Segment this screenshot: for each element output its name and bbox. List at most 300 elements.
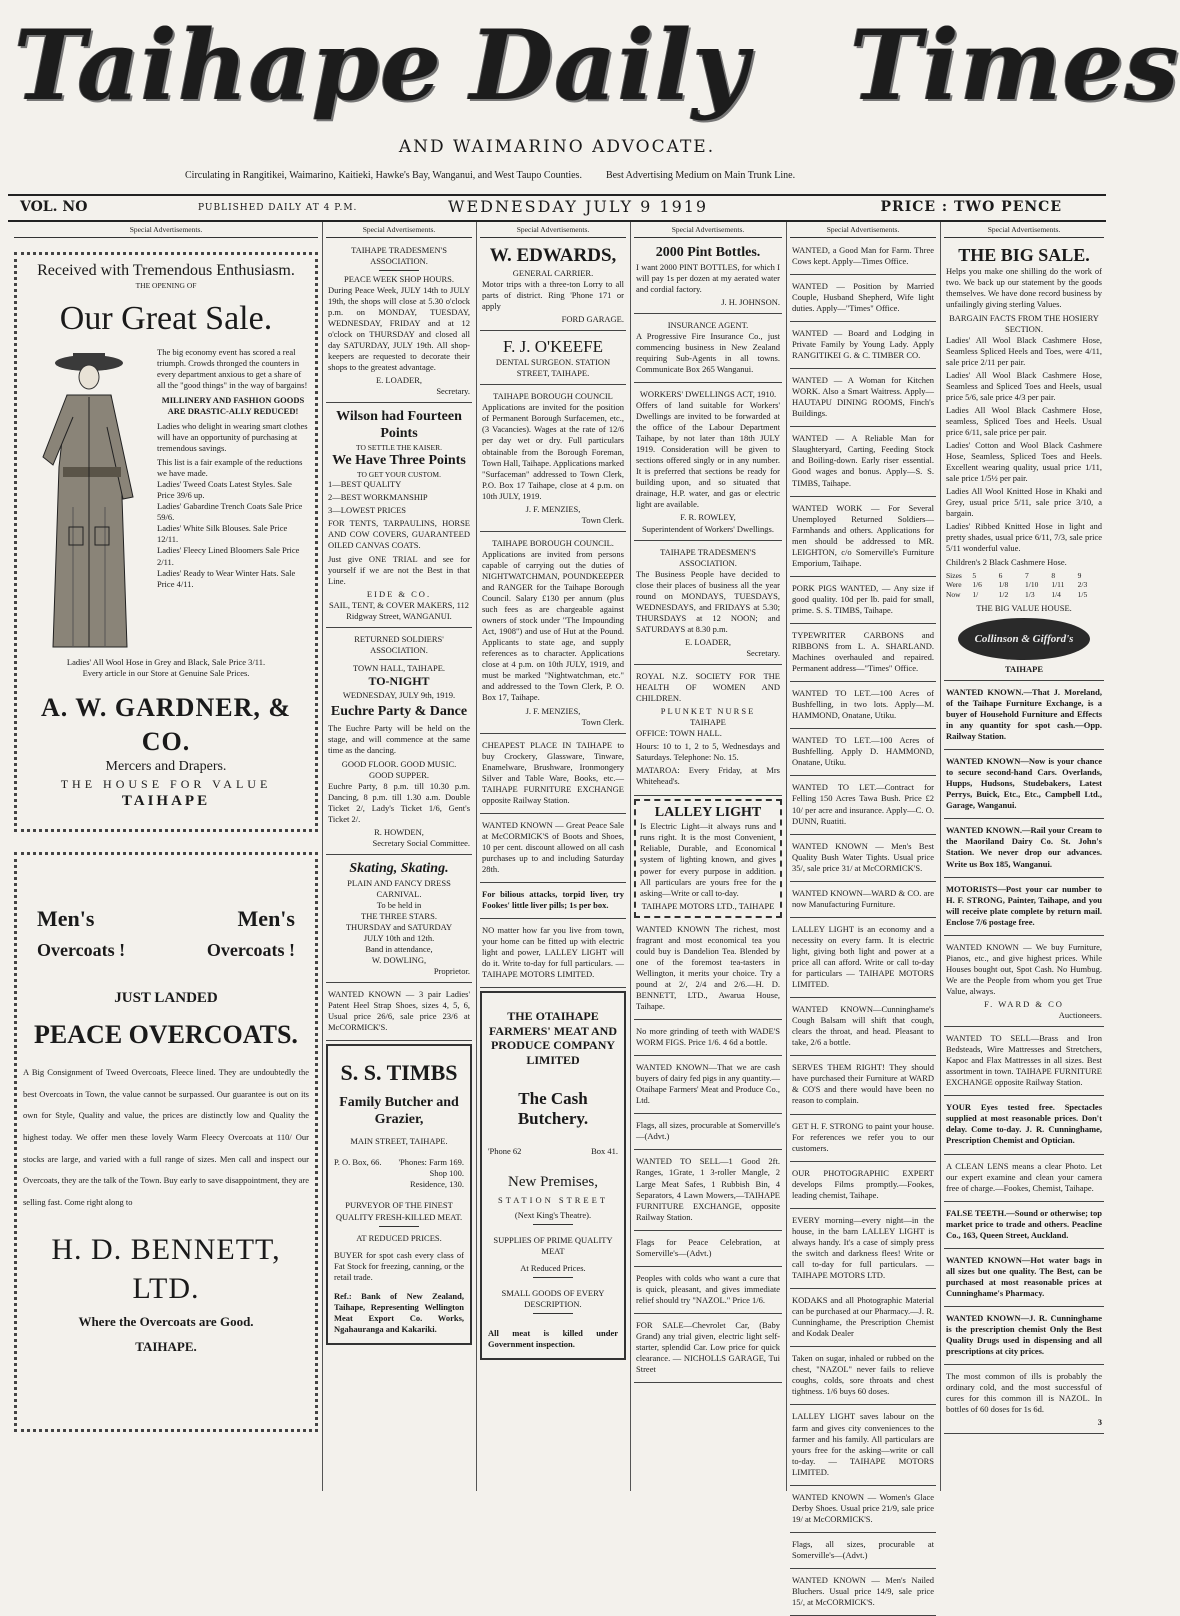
table-cell: 1/6	[972, 580, 982, 590]
classified-ad	[944, 822, 1104, 877]
contact-line	[488, 1146, 618, 1157]
company-name: THE OTAIHAPE FARMERS' MEAT AND PRODUCE COMPANY LIMITED	[488, 1009, 617, 1067]
ad-body: LALLEY LIGHT is an economy and a necessity on every farm. It is electric light, giving both light and power at a price all can afford. Write or call to-day for particulars — TAIHAPE MOTORS LIMITED.	[792, 923, 934, 990]
ad-body: CHEAPEST PLACE IN TAIHAPE to buy Crockery, Glassware, Tinware, Enamelware, Brushware, Ironmongery Silver and Table Ware, Books, etc.—TAIHAPE FURNITURE EXCHANGE opposite Railway Station.	[482, 739, 624, 805]
ad-body: WANTED, a Good Man for Farm. Three Cows kept. Apply—Times Office.	[792, 244, 934, 266]
masthead	[0, 0, 1180, 135]
column-6	[944, 225, 1104, 1490]
column-divider	[630, 222, 631, 1491]
classified-ad	[790, 1059, 936, 1114]
column-divider	[940, 222, 941, 1491]
classified-ad	[790, 500, 936, 577]
ad-body: Flags for Peace Celebration, at Somerville's—(Advt.)	[636, 1236, 780, 1258]
table-cell: 6	[998, 570, 1003, 580]
ad-subheading: PEACE WEEK SHOP HOURS.	[343, 273, 455, 284]
ad-body: No more grinding of teeth with WADE'S WORM FIGS. Price 1/6. 4 6d a bottle.	[636, 1026, 780, 1048]
classified-ad	[790, 278, 936, 322]
top-rule	[8, 194, 1106, 196]
flags-ad	[634, 1117, 782, 1150]
ad-body: WANTED KNOWN.—That J. Moreland, of the Taihape Furniture Exchange, is a buyer of Household Furniture and Effects in any quantity for spot cash.—Opp. Railway Station.	[946, 686, 1102, 742]
bottles-ad	[634, 242, 782, 314]
ad-signatory: R. HOWDEN,	[374, 826, 424, 837]
classified-ad	[790, 580, 936, 624]
price-table	[946, 571, 1102, 600]
ad-body: Euchre Party, 8 p.m. till 10.30 p.m. Dancing, 8 p.m. till 1.30 a.m. Double Ticket 2/, Lady's Ticket 1/6, Gent's Ticket 2/.	[328, 780, 470, 824]
ad-body: WANTED KNOWN—J. R. Cunninghame is the prescription chemist Only the Best Quality Drugs used in dispensing and all prescriptions at city prices.	[946, 1312, 1102, 1357]
ad-line: THE BIG VALUE HOUSE.	[976, 602, 1072, 613]
ad-signatory: E. LOADER,	[375, 375, 423, 386]
overcoats-body: A Big Consignment of Tweed Overcoats, Fleece lined. They are undoubtedly the best Overcoats in Town, the value cannot be surpassed. Our guarantee is out on its own for Style, Quality and value, the prices are distinctly low and Quality the highest today. We offer men these lovely Warm Fleecy Overcoats at 110/ Our stocks are large, and varied with a full range of sizes. Men call and inspect our Overcoats, they are the talk of the Town. Buy early to save disappointment, they are selling fast. Come right along to	[23, 1067, 309, 1208]
table-cell: Now	[946, 590, 961, 600]
column-divider	[322, 222, 323, 1491]
ad-body: WANTED TO LET.—100 Acres of Bushfelling, in two lots. Apply—M. HAMMOND, Onatane, Utiku.	[792, 688, 934, 721]
borough-ad-1	[480, 388, 626, 532]
column-4	[634, 225, 782, 1490]
ad-body: WANTED KNOWN—Now is your chance to secure second-hand Cars. Overlands, Hupps, Hudsons, Studebakers, Latest Perrys, Buick, Etc., Etc., Campbell Ltd., Garage, Wanganui.	[946, 756, 1102, 811]
circulation-text: Circulating in Rangitikei, Waimarino, Kaitieki, Hawke's Bay, Wanganui, and West Taupo Counties.	[185, 170, 582, 181]
ad-body: MATAROA: Every Friday, at Mrs Whitehead's.	[636, 765, 780, 787]
ad-role: Secretary.	[746, 648, 780, 658]
classified-ad	[790, 627, 936, 682]
classified-ad	[790, 1489, 936, 1533]
sale-para-3: This list is a fair example of the reductions we have made.	[157, 457, 303, 479]
ad-body: BUYER for spot cash every class of Fat Stock for freezing, canning, or the retail trade.	[334, 1249, 464, 1282]
overcoats-word: Overcoats !	[206, 940, 295, 961]
table-cell: 5	[972, 570, 977, 580]
ad-body: Motor trips with a three-ton Lorry to all parts of district. Ring 'Phone 171 or apply	[482, 278, 624, 311]
bar-rule	[8, 220, 1106, 222]
classified-ad	[944, 1158, 1104, 1202]
wanted-sell-ad	[634, 1153, 782, 1230]
table-cell: 1/3	[1025, 590, 1035, 600]
classified-ad	[790, 430, 936, 496]
hose-item: Ladies' Ribbed Knitted Hose in light and pretty shades, usual price 6/11, 7/3, sale price 5/11 wonderful value.	[946, 521, 1102, 554]
ad-body: A Progressive Fire Insurance Co., just commencing business in New Zealand requiring Sub-Agents in all towns. Communicate Box 265 Wanganui.	[636, 330, 780, 374]
classified-ad	[790, 1001, 936, 1056]
timbs-contact	[334, 1157, 464, 1190]
table-cell: Sizes	[946, 570, 962, 580]
masthead-word-daily: Daily	[470, 9, 750, 122]
ad-heading: TAIHAPE BOROUGH COUNCIL	[493, 391, 613, 402]
sale-item: Every article in our Store at Genuine Sale Prices.	[82, 667, 250, 678]
classified-ad	[944, 684, 1104, 750]
ad-line: THURSDAY and SATURDAY	[345, 921, 453, 932]
ad-role: Secretary.	[436, 386, 470, 397]
pigs-ad	[634, 1059, 782, 1114]
masthead-word-taihape: Taihape	[14, 9, 443, 122]
overcoats-word: Overcoats !	[37, 940, 126, 961]
ad-body: WANTED TO SELL—1 Good 2ft. Ranges, 1Grate, 1 3-roller Mangle, 2 Large Meat Safes, 1 Rubbish Bin, 4 Separators, 4 Lawn Mowers,—TAIHAPE FURNITURE EXCHANGE, opposite Railway Station.	[636, 1156, 780, 1222]
lady-in-coat-icon	[23, 347, 151, 657]
ad-body: OFFICE: TOWN HALL.	[636, 728, 722, 739]
overcoats-heading	[23, 939, 309, 962]
point-item: 2—BEST WORKMANSHIP	[328, 492, 428, 503]
bennett-overcoats-ad	[14, 852, 318, 1432]
table-cell: 7	[1025, 570, 1029, 580]
hose-item: Ladies All Wool Knitted Hose in Khaki and Grey, usual price 5/11, sale price 3/10, a bargain.	[946, 486, 1102, 519]
millinery-heading: MILLINERY AND FASHION GOODS ARE DRASTIC-ALLY REDUCED!	[161, 394, 305, 416]
ad-body: WANTED KNOWN — 3 pair Ladies' Patent Heel Strap Shoes, sizes 4, 5, 6, Usual price 26/6, sale price 23/6 at McCORMICK'S.	[328, 989, 470, 1033]
issue-date: WEDNESDAY JULY 9 1919	[448, 197, 709, 216]
classified-ad	[944, 1205, 1104, 1249]
ad-body: Flags, all sizes, procurable at Somerville's—(Advt.)	[792, 1538, 934, 1560]
ad-body: KODAKS and all Photographic Material can be purchased at our Pharmacy.—J. R. Cunninghame, the Prescription Chemist and Kodak Dealer	[792, 1295, 934, 1339]
ad-line: PLAIN AND FANCY DRESS CARNIVAL.	[347, 877, 451, 899]
ad-body: GET H. F. STRONG to paint your house. For references we refer you to our customers.	[792, 1120, 934, 1153]
ad-body: Taken on sugar, inhaled or rubbed on the chest, "NAZOL" never fails to relieve coughs, colds, sore throats and chest tightness. 1/6 buys 60 doses.	[792, 1353, 934, 1397]
hose-item: Children's 2 Black Cashmere Hose.	[946, 556, 1067, 567]
classified-ad	[790, 779, 936, 834]
borough-ad-2	[480, 535, 626, 734]
ad-body: The Euchre Party will be held on the stage, and will commence at the same time as the dancing.	[328, 723, 470, 756]
ad-body: WANTED KNOWN—Cunninghame's Cough Balsam will shift that cough, clears the throat, and head. Pleasant to take, 2/6 a bottle.	[792, 1004, 934, 1048]
edwards-ad	[480, 242, 626, 331]
table-cell: 1/5	[1077, 590, 1088, 600]
ad-firm: EIDE & CO.	[366, 588, 432, 599]
ad-line: THE THREE STARS.	[361, 910, 437, 921]
ad-heading: TAIHAPE TRADESMEN'S ASSOCIATION.	[660, 546, 756, 568]
circulation-line	[185, 170, 795, 181]
ad-body: Helps you make one shilling do the work of two. We back up our statement by the goods themselves. We have done record business by unfailingly giving sterling Values.	[946, 266, 1102, 310]
ad-line: GOOD FLOOR. GOOD MUSIC.	[341, 758, 457, 769]
classified-ad	[790, 1212, 936, 1289]
classified-ad	[790, 1350, 936, 1405]
classified-ad	[944, 1099, 1104, 1154]
column-1	[14, 225, 318, 1490]
ad-line: TAIHAPE	[690, 717, 726, 728]
mens-heading	[23, 905, 309, 934]
ad-body: Applications are invited for the position of Permanent Borough Surfacemen, etc., (3 Vacancies). Wages at the rate of 12/6 per day wet or dry. Full particulars obtainable from the Borough Foreman, Town Hall, Taihape. Applications marked "Surfaceman" addressed to Town Clerk, P.O. Box 17 Taihape, close at 4 p.m. on 10th JULY, 1919.	[482, 402, 624, 501]
ad-line: AT REDUCED PRICES.	[356, 1232, 442, 1243]
ad-body: WANTED KNOWN — We buy Furniture, Pianos, etc., and give highest prices. While Houses bought out, Spot Cash. No Humbug. We are the People from whom you get True Value, always.	[946, 941, 1102, 996]
ad-subheading: TO GET YOUR CUSTOM.	[357, 469, 441, 479]
sale-item: Ladies' White Silk Blouses. Sale Price 12/11.	[157, 523, 288, 545]
phone-number: 'Phone 62	[488, 1145, 522, 1156]
sale-intro: The big economy event has scored a real triumph. Crowds thronged the counters in every department anxious to get a share of all the "good things" in the way of bargains!	[157, 346, 308, 390]
ad-body: All meat is killed under Government inspection.	[488, 1328, 618, 1350]
ad-line: PURVEYOR OF THE FINEST QUALITY FRESH-KILLED MEAT.	[335, 1200, 463, 1222]
ad-line: To be held in	[376, 899, 422, 910]
ad-signatory: W. DOWLING,	[371, 955, 427, 966]
tradesmen-hours-ad	[634, 544, 782, 665]
ad-subheading: TO SETTLE THE KAISER.	[356, 442, 442, 452]
ad-heading: RETURNED SOLDIERS' ASSOCIATION.	[354, 633, 444, 655]
ad-line: FORD GARAGE.	[561, 313, 624, 324]
ad-body: SERVES THEM RIGHT! They should have purchased their Furniture at WARD & CO'S and there would have been no reason to complain.	[792, 1062, 934, 1106]
column-heading: Special Advertisements.	[326, 225, 472, 238]
edwards-name: W. EDWARDS,	[489, 244, 617, 266]
just-landed: JUST LANDED	[114, 989, 218, 1006]
classified-ad	[790, 372, 936, 427]
ad-body: WANTED — Board and Lodging in Private Family by Young Lady. Apply RANGITIKEI G. & C. TIMBER CO.	[792, 327, 934, 361]
ad-heading: TAIHAPE BOROUGH COUNCIL.	[492, 537, 614, 548]
ad-body: TYPEWRITER CARBONS and RIBBONS from L. A. SHARLAND. Machines overhauled and repaired. Permanent address—"Times" Office.	[792, 629, 934, 674]
timbs-phones: 'Phones: Farm 169. Shop 100. Residence, 130.	[398, 1157, 464, 1190]
classified-ad	[790, 732, 936, 776]
okeefe-ad	[480, 334, 626, 385]
hose-item: Ladies All Wool Black Cashmere Hose, seamless, Spliced Toes and Heels. Usual price 6/11, sale price per pair.	[946, 404, 1102, 437]
classified-ad	[944, 939, 1104, 1027]
ad-signatory: J. H. JOHNSON.	[721, 296, 780, 307]
best-medium-text: Best Advertising Medium on Main Trunk Line.	[605, 170, 796, 181]
ad-line: (Next King's Theatre).	[514, 1209, 592, 1220]
classified-ad	[790, 242, 936, 275]
volume-label: VOL. NO	[20, 199, 88, 215]
ad-role: Town Clerk.	[581, 716, 624, 727]
ad-body: WANTED KNOWN — Men's Nailed Bluchers. Usual price 14/9, sale price 15/, at McCORMICK'S.	[792, 1574, 934, 1608]
ad-signatory: J. F. MENZIES,	[525, 503, 581, 514]
ad-body: I want 2000 PINT BOTTLES, for which I will pay 1s per dozen at my aerated water and cordial factory.	[636, 261, 780, 294]
enthusiasm-headline: Received with Tremendous Enthusiasm.	[37, 261, 295, 279]
gardner-sale-ad	[14, 252, 318, 832]
ad-line: DENTAL SURGEON. STATION STREET, TAIHAPE.	[495, 357, 611, 379]
event-date: WEDNESDAY, JULY 9th, 1919.	[342, 689, 456, 700]
masthead-subtitle: AND WAIMARINO ADVOCATE.	[398, 137, 716, 157]
big-sale-ad	[944, 242, 1104, 681]
ad-role: Town Clerk.	[581, 514, 624, 525]
ad-body: WANTED TO SELL—Brass and Iron Bedsteads, Wire Mattresses and Stretchers, Kapoc and Flax Mattresses in all sizes. Best assortment in town. TAIHAPE FURNITURE EXCHANGE opposite Railway Station.	[946, 1033, 1102, 1088]
ad-body: WANTED TO LET.—Contract for Felling 150 Acres Tawa Bush. Price £2 10/ per acre and insurance. Apply—C. O. DUNN, Ruatiti.	[792, 782, 934, 826]
hose-item: Ladies' Cotton and Wool Black Cashmere Hose, Seamless, Spliced Toes and Heels. Excellent wearing quality, usual price 1/11, sale price 1/5½ per pair.	[946, 440, 1102, 484]
classified-ad	[944, 753, 1104, 819]
ad-address: SAIL, TENT, & COVER MAKERS, 112 Ridgway Street, WANGANUI.	[328, 599, 470, 621]
ad-headline: Wilson had Fourteen Points	[336, 409, 462, 442]
ad-body: WANTED WORK — For Several Unemployed Returned Soldiers—Farmhands and others. Applications for men should be addressed to MR. LEIGHTON, c/o Somerville's Furniture Emporium, Taihape.	[792, 502, 934, 568]
sale-item: Ladies' Ready to Wear Winter Hats. Sale Price 4/11.	[157, 567, 296, 589]
ad-body: Flags, all sizes, procurable at Somerville's—(Advt.)	[636, 1120, 780, 1142]
ad-body: WANTED KNOWN—That we are cash buyers of dairy fed pigs in any quantity.—Otaihape Farmers' Meat and Produce Co., Ltd.	[636, 1062, 780, 1106]
timbs-ad	[326, 1044, 472, 1345]
dwellings-ad	[634, 386, 782, 541]
ad-body: FALSE TEETH.—Sound or otherwise; top market price to trade and others. Peacline Co., 163, Queen Street, Auckland.	[946, 1207, 1102, 1240]
classified-ad	[790, 685, 936, 729]
classified-ad	[790, 1292, 936, 1347]
column-heading: Special Advertisements.	[634, 225, 782, 238]
ad-body: Hours: 10 to 1, 2 to 5, Wednesdays and Saturdays. Telephone: No. 15.	[636, 741, 780, 763]
ad-signatory: E. LOADER,	[684, 636, 732, 647]
classified-ad	[944, 1368, 1104, 1434]
bennett-town: TAIHAPE.	[135, 1338, 197, 1354]
sale-para-2: Ladies who delight in wearing smart clothes will have an opportunity of purchasing at tremendous savings.	[157, 420, 308, 454]
big-sale-headline: THE BIG SALE.	[958, 244, 1090, 265]
table-cell: 1/	[972, 590, 979, 600]
lalley-ad	[480, 922, 626, 988]
column-heading: Special Advertisements.	[790, 225, 936, 238]
ad-body: WANTED KNOWN — Men's Best Quality Bush Water Tights. Usual price 35/, sale price 31/ at McCORMICK'S.	[792, 840, 934, 873]
euchre-headline: Euchre Party & Dance	[330, 703, 468, 719]
classified-ad	[944, 1252, 1104, 1307]
hose-item: Ladies' All Wool Black Cashmere Hose, Seamless and Spliced Toes and Heels, usual price 5/6, sale price 4/3 per pair.	[946, 369, 1102, 402]
ad-line: At Reduced Prices.	[520, 1263, 586, 1274]
table-cell: 1/11	[1051, 580, 1065, 590]
ad-line: GOOD SUPPER.	[369, 769, 429, 780]
timbs-street: MAIN STREET, TAIHAPE.	[350, 1136, 448, 1147]
timbs-name: S. S. TIMBS	[340, 1060, 458, 1086]
ad-role: Secretary Social Committee.	[372, 837, 470, 848]
column-heading: Special Advertisements.	[14, 225, 318, 238]
sale-item: Ladies' All Wool Hose in Grey and Black, Sale Price 3/11.	[66, 656, 266, 667]
ad-body: Just give ONE TRIAL and see for yourself if we are not the Best in that Line.	[328, 553, 470, 586]
bennett-name: H. D. BENNETT, LTD.	[51, 1232, 281, 1305]
column-heading: Special Advertisements.	[944, 225, 1104, 238]
ad-body: WANTED KNOWN—Hot water bags in all sizes but one quality. The Best, can be purchased at most reasonable prices at Cunninghame's Pharmacy.	[946, 1254, 1102, 1298]
ad-heading: INSURANCE AGENT.	[667, 319, 749, 330]
sale-item: Ladies' Tweed Coats Latest Styles. Sale Price 39/6 up.	[157, 479, 292, 501]
ad-body: Offers of land suitable for Workers' Dwellings are invited to be forwarded at the office of the Labour Department Taihape, by not later than 18th JULY 1919. Consideration will be given to sections offered singly or in any number. It is preferred that sections be ready for building upon, and so situated that drainage, H.P. water, and gas or electric light are available.	[636, 400, 780, 510]
ad-body: Ref.: Bank of New Zealand, Taihape, Representing Wellington Meat Export Co. Works, Ngahauranga and Kakariki.	[334, 1290, 464, 1334]
ad-headline: We Have Three Points	[332, 452, 466, 468]
column-5	[790, 225, 936, 1608]
classified-ad	[790, 921, 936, 998]
ad-heading: WORKERS' DWELLINGS ACT, 1910.	[639, 388, 777, 399]
table-cell: 1/4	[1051, 590, 1061, 600]
ad-body: During Peace Week, JULY 14th to JULY 19th, the shops will close at 5.30 o'clock p.m. on MONDAY, TUESDAY, WEDNESDAY, FRIDAY and at 12 o'clock on THURSDAY and closed all day SATURDAY, JULY 19th. All shop-keepers are requested to decorate their shops to the greatest advantage.	[328, 284, 470, 373]
table-cell: 1/8	[998, 580, 1009, 590]
sale-item: Ladies' Fleecy Lined Bloomers Sale Price 2/11.	[157, 545, 300, 567]
skating-headline: Skating, Skating.	[349, 860, 449, 876]
ad-body: PORK PIGS WANTED, — Any size if good quality. 10d per lb. paid for small, prime. S. S. TIMBS, Taihape.	[792, 582, 934, 615]
ad-role: Proprietor.	[433, 966, 470, 977]
table-cell: 1/10	[1025, 580, 1039, 590]
ad-body: WANTED KNOWN — Great Peace Sale at McCORMICK'S of Boots and Shoes, 10 per cent. discount allowed on all cash purchases up to and including Saturday 28th.	[482, 819, 624, 875]
ad-body: WANTED KNOWN.—Rail your Cream to the Maoriland Dairy Co. St. John's Station. We never drop our advances. Write us Box 185, Wanganui.	[946, 825, 1102, 869]
point-item: 3—LOWEST PRICES	[328, 505, 407, 516]
ad-body: MOTORISTS—Post your car number to H. F. STRONG, Painter, Taihape, and you will receive plate complete by return mail. Enclose 7/6 postage free.	[946, 883, 1102, 927]
ad-body: WANTED TO LET.—100 Acres of Bushfelling. Apply D. HAMMOND, Onatane, Utiku.	[792, 735, 934, 768]
otaihape-meat-ad	[480, 991, 626, 1360]
issue-bar	[8, 197, 1106, 221]
ad-signatory: TAIHAPE MOTORS LTD., TAIHAPE	[641, 900, 775, 911]
ad-body: LALLEY LIGHT saves labour on the farm and gives city conveniences to the farmer and his family. All particulars are yours free for the asking—write or call to-day. — TAIHAPE MOTORS LIMITED.	[792, 1411, 934, 1477]
gardner-name: A. W. GARDNER, & CO.	[40, 692, 292, 756]
new-premises: New Premises,	[508, 1173, 598, 1190]
mens-word: Men's	[37, 905, 95, 931]
masthead-word-times: Times	[850, 9, 1180, 122]
mercers-label: Mercers and Drapers.	[105, 759, 227, 775]
classified-ad	[790, 885, 936, 918]
timbs-trade: Family Butcher and Grazier,	[339, 1094, 459, 1127]
opening-label: THE OPENING OF	[135, 280, 197, 290]
insurance-ad	[634, 317, 782, 383]
car-sale-ad	[634, 1317, 782, 1383]
pills-ad	[480, 886, 626, 919]
ad-body: EVERY morning—every night—in the house, in the barn LALLEY LIGHT is always handy. It's a case of simply press the switch and darkness flees! Write or call to-day for full particulars. — TAIHAPE MOTORS LTD.	[792, 1214, 934, 1281]
ad-body: ROYAL N.Z. SOCIETY FOR THE HEALTH OF WOMEN AND CHILDREN.	[636, 671, 780, 704]
ad-body: WANTED KNOWN—WARD & CO. are now Manufacturing Furniture.	[792, 887, 934, 909]
tradesmen-ad	[326, 242, 472, 404]
table-cell: 2/3	[1077, 580, 1088, 590]
worm-figs-ad	[634, 1023, 782, 1056]
okeefe-name: F. J. O'KEEFE	[503, 336, 603, 356]
published-label: PUBLISHED DAILY AT 4 P.M.	[198, 203, 358, 213]
ad-body: Is Electric Light—it always runs and runs right. It is the most Convenient, Reliable, Durable, and Economical system of lighting known, and gives power for every purpose in addition. All particulars are yours free for the asking—Write or call to-day.	[640, 821, 776, 898]
ad-body: WANTED KNOWN The richest, most fragrant and most economical tea you could buy is Dandelion Tea. Blended by one of the foremost tea-tasters in Wellington, it merits your choice. Try a pound at 2/, 2/4 and 2/6.—H. D. BENNETT, LTD., Awarua House, Taihape.	[636, 923, 780, 1012]
classified-ad	[790, 325, 936, 369]
table-cell: 8	[1051, 570, 1056, 580]
tonight-label: TO-NIGHT	[368, 673, 430, 688]
ad-body: FOR SALE—Chevrolet Car, (Baby Grand) any trial given, electric light self-starter, splendid Car. Low price for quick clearance. — NICHOLLS GARAGE, Tui Street	[636, 1319, 780, 1375]
ad-body: WANTED KNOWN — Women's Glace Derby Shoes. Usual price 21/9, sale price 19/ at McCORMICK'S.	[792, 1491, 934, 1524]
house-of-value: THE HOUSE FOR VALUE	[60, 776, 272, 791]
ad-body: Applications are invited from persons capable of carrying out the duties of NIGHTWATCHMAN, POUNDKEEPER and RANGER for the Taihape Borough Council. Salary £130 per annum (plus such fees as are chargeable against owners of stock under "The Impounding Act, 1908") and use of Hut at the Pound. Applicants to state age, and supply references as to character. Applications close at 4 p.m. on 10th JULY, 1919, and must be marked "Nightwatchman, etc." and addressed to the Town Clerk, P. O. Box 17, Taihape.	[482, 548, 624, 703]
classified-ad	[790, 838, 936, 882]
ad-body: WANTED — A Woman for Kitchen WORK. Also a Smart Waitress. Apply—HAUTAPU DINING ROOMS, Finch's Buildings.	[792, 375, 934, 419]
classified-ad	[790, 1118, 936, 1162]
ad-line: TAIHAPE	[1004, 663, 1044, 674]
great-sale-headline: Our Great Sale.	[59, 299, 273, 337]
table-cell: Were	[946, 580, 962, 590]
sale-item: Ladies' Gabardine Trench Coats Sale Price 59/6.	[157, 501, 303, 523]
lalley-headline: LALLEY LIGHT	[654, 804, 762, 820]
ad-body: A CLEAN LENS means a clear Photo. Let our expert examine and clean your camera free of charge.—Fookes, Chemist, Taihape.	[946, 1160, 1102, 1193]
classified-ad	[790, 1572, 936, 1616]
gardner-town: TAIHAPE	[121, 793, 211, 810]
ad-signatory: F. WARD & CO	[984, 998, 1064, 1009]
classified-ad	[790, 1536, 936, 1569]
timbs-box: P. O. Box, 66.	[334, 1157, 382, 1168]
nazol-ad	[634, 1270, 782, 1314]
tent-makers-ad	[326, 406, 472, 627]
ad-signatory: J. F. MENZIES,	[525, 705, 581, 716]
lady-figure-illustration	[23, 347, 151, 657]
column-divider	[476, 222, 477, 1491]
ad-line: SUPPLIES OF PRIME QUALITY MEAT	[493, 1234, 613, 1256]
bottles-headline: 2000 Pint Bottles.	[655, 244, 761, 260]
ad-venue: TOWN HALL, TAIHAPE.	[352, 662, 446, 673]
shoes-ad	[326, 986, 472, 1041]
classified-ad	[944, 1310, 1104, 1365]
classified-ad	[790, 1165, 936, 1209]
column-divider	[786, 222, 787, 1491]
hose-item: Ladies' All Wool Black Cashmere Hose, Seamless Spliced Heels and Toes, were 4/11, sale price 2/11 per pair.	[946, 334, 1102, 367]
table-cell: 1/2	[998, 590, 1009, 600]
cheapest-ad	[480, 737, 626, 814]
flags-ad	[634, 1234, 782, 1267]
classified-ad	[944, 1030, 1104, 1096]
ad-body: NO matter how far you live from town, your home can be fitted up with electric light and power, LALLEY LIGHT will do it. Write to-day for full particulars. — TAIHAPE MOTORS LIMITED.	[482, 925, 624, 980]
ad-body: The Business People have decided to close their places of business all the year round on MONDAYS, TUESDAYS, WEDNESDAYS, and FRIDAYS at 5.30; THURSDAYS at 12 NOON; and SATURDAYS at 8.30 p.m.	[636, 568, 780, 634]
ad-line: GENERAL CARRIER.	[512, 267, 594, 278]
mens-word: Men's	[237, 905, 295, 931]
ad-line: PLUNKET NURSE	[660, 706, 756, 717]
ad-body: Peoples with colds who want a cure that is quick, pleasant, and gives immediate relief should try "NAZOL." Price 1/6.	[636, 1272, 780, 1305]
tea-ad	[634, 921, 782, 1020]
plunket-ad	[634, 668, 782, 795]
column-3	[480, 225, 626, 1490]
collinson-gifford-logo: Collinson & Gifford's	[958, 618, 1090, 660]
ad-body: YOUR Eyes tested free. Spectacles supplied at most reasonable prices. Don't delay. Come to-day. J. R. Cunninghame, Prescription Chemist and Optician.	[946, 1102, 1102, 1146]
peace-sale-ad	[480, 817, 626, 883]
ad-role: Auctioneers.	[1058, 1010, 1102, 1021]
classified-ad	[790, 1408, 936, 1485]
ad-line: Band in attendance,	[365, 943, 433, 954]
ad-body: WANTED — Position by Married Couple, Husband Shepherd, Wife light duties. Apply—"Times" Office.	[792, 280, 934, 313]
peace-overcoats-headline: PEACE OVERCOATS.	[34, 1020, 298, 1050]
page-number: 3	[1097, 1417, 1102, 1428]
ad-body: FOR TENTS, TARPAULINS, HORSE AND COW COVERS, GUARANTEED OILED CANVAS COATS.	[328, 518, 470, 551]
euchre-ad	[326, 631, 472, 855]
ad-body: For bilious attacks, torpid liver, try Fookes' little liver pills; 1s per box.	[482, 889, 624, 911]
bennett-slogan: Where the Overcoats are Good.	[78, 1313, 254, 1329]
ad-heading: BARGAIN FACTS FROM THE HOSIERY SECTION.	[949, 312, 1099, 334]
classified-ad	[944, 881, 1104, 936]
lalley-light-ad	[634, 799, 782, 918]
box-number: Box 41.	[591, 1145, 618, 1156]
ad-line: STATION STREET	[497, 1194, 609, 1205]
ad-role: Superintendent of Workers' Dwellings.	[642, 523, 774, 534]
point-item: 1—BEST QUALITY	[328, 479, 402, 490]
cash-butchery: The Cash Butchery.	[517, 1089, 589, 1129]
